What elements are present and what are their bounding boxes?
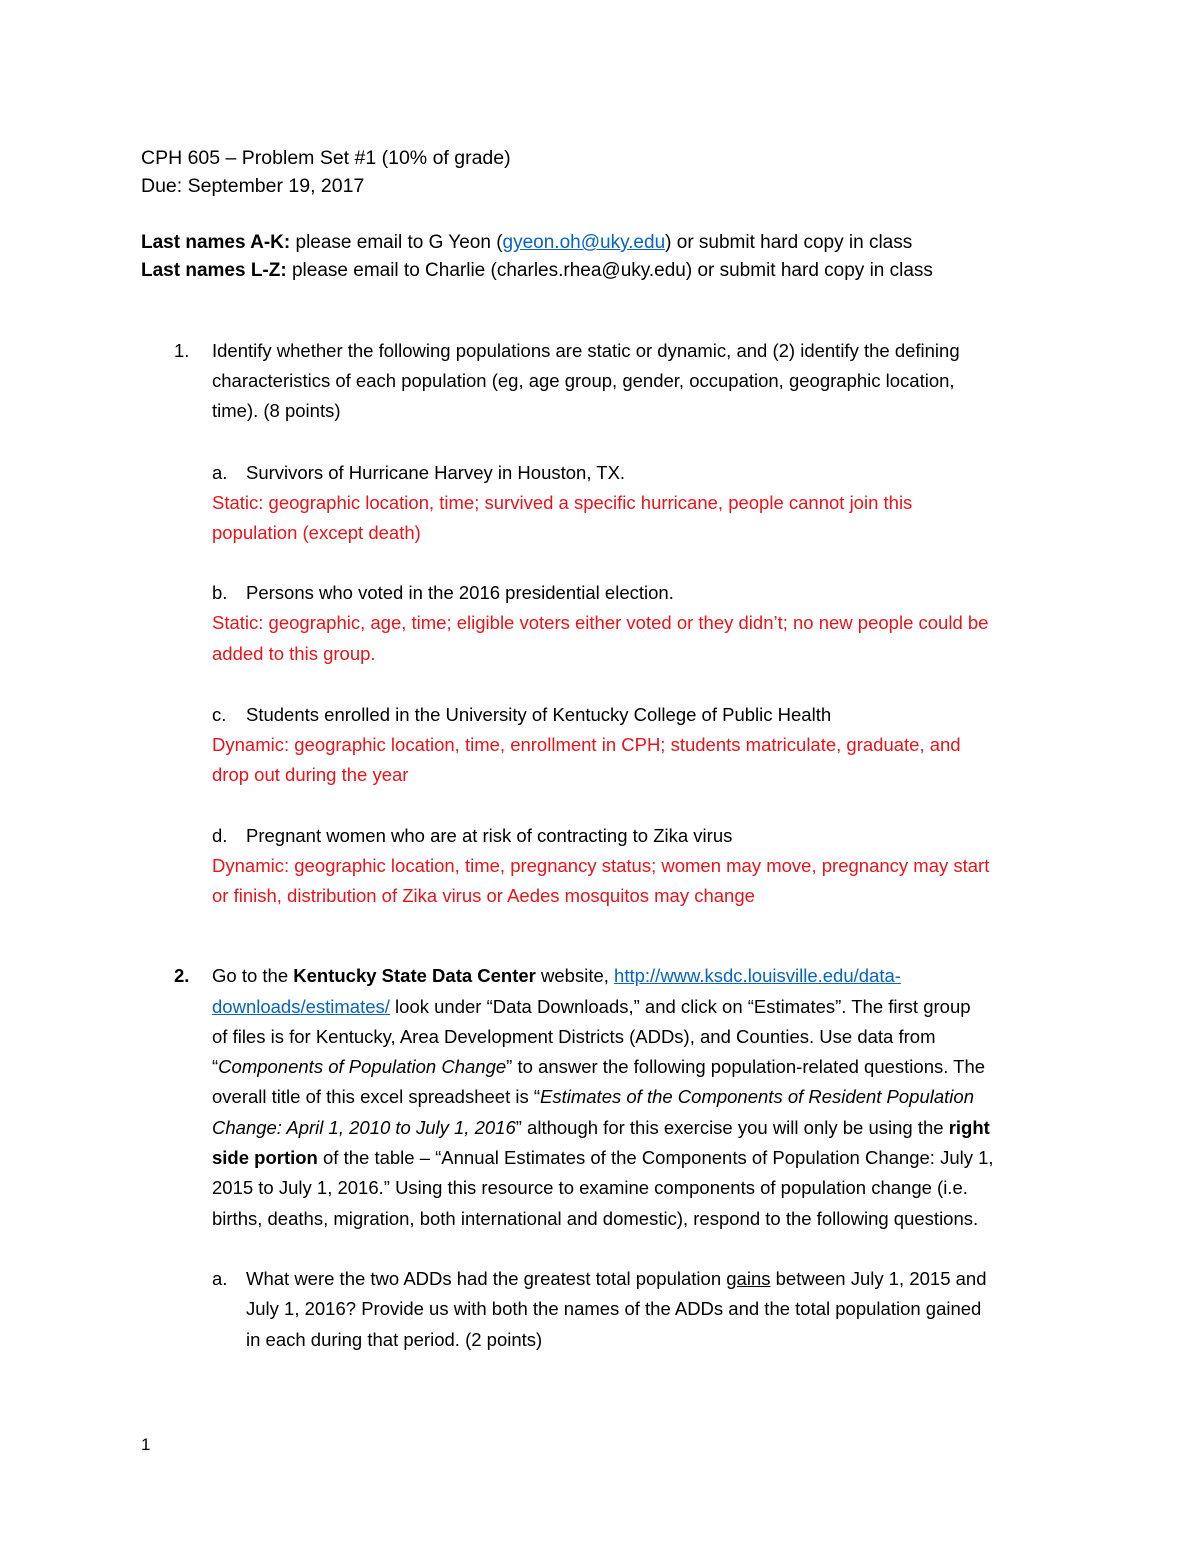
answer-line: or finish, distribution of Zika virus or Aedes mosquitos may change (212, 885, 755, 906)
question-2-line: births, deaths, migration, both international and domestic), respond to the following questions. (212, 1208, 979, 1229)
answer-line: Dynamic: geographic location, time, enrollment in CPH; students matriculate, graduate, and (212, 734, 961, 755)
email-link-gyeon[interactable]: gyeon.oh@uky.edu (502, 232, 666, 253)
submission-line-ak: Last names A-K: please email to G Yeon (gyeon.oh@uky.edu) or submit hard copy in class (141, 232, 913, 253)
item-letter: b. (212, 582, 228, 603)
question-2-line: “Components of Population Change” to answer the following population-related questions. The (212, 1056, 986, 1077)
answer-line: added to this group. (212, 643, 376, 664)
ksdc-name: Kentucky State Data Center (293, 965, 536, 986)
question-1-number: 1. (174, 340, 190, 361)
question-2-number: 2. (174, 965, 190, 986)
question-1-line: time). (8 points) (212, 400, 341, 421)
item-prompt: Students enrolled in the University of Kentucky College of Public Health (246, 704, 832, 725)
item-letter: a. (212, 462, 228, 483)
answer-line: Static: geographic location, time; survived a specific hurricane, people cannot join this (212, 492, 913, 513)
item-prompt: July 1, 2016? Provide us with both the names of the ADDs and the total population gained (246, 1298, 982, 1319)
question-2-line: overall title of this excel spreadsheet is “Estimates of the Components of Resident Population (212, 1086, 974, 1107)
question-1-line: Identify whether the following populations are static or dynamic, and (2) identify the defining (212, 340, 960, 361)
question-2-line: 2015 to July 1, 2016.” Using this resource to examine components of population change (i.e. (212, 1177, 968, 1198)
page-number: 1 (141, 1435, 151, 1454)
item-letter: a. (212, 1268, 228, 1289)
question-2-line: side portion of the table – “Annual Estimates of the Components of Population Change: July 1, (212, 1147, 994, 1168)
question-2-line: Change: April 1, 2010 to July 1, 2016” although for this exercise you will only be using the right (212, 1117, 990, 1138)
submission-label-ak: Last names A-K: (141, 232, 291, 253)
item-prompt: in each during that period. (2 points) (246, 1329, 543, 1350)
item-prompt: What were the two ADDs had the greatest total population gains between July 1, 2015 and (246, 1268, 987, 1289)
question-2-line: Go to the Kentucky State Data Center website, http://www.ksdc.louisville.edu/data- (212, 965, 901, 986)
item-prompt: Persons who voted in the 2016 presidential election. (246, 582, 674, 603)
question-2-line: downloads/estimates/ look under “Data Downloads,” and click on “Estimates”. The first group (212, 996, 971, 1017)
answer-line: Dynamic: geographic location, time, pregnancy status; women may move, pregnancy may start (212, 855, 990, 876)
item-prompt: Pregnant women who are at risk of contracting to Zika virus (246, 825, 733, 846)
question-2-line: of files is for Kentucky, Area Development Districts (ADDs), and Counties. Use data from (212, 1026, 936, 1047)
document-title: CPH 605 – Problem Set #1 (10% of grade) (141, 147, 511, 169)
question-1-line: characteristics of each population (eg, age group, gender, occupation, geographic location, (212, 370, 955, 391)
submission-line-lz: Last names L-Z: please email to Charlie (charles.rhea@uky.edu) or submit hard copy in class (141, 260, 933, 281)
answer-line: population (except death) (212, 522, 421, 543)
due-date: Due: September 19, 2017 (141, 175, 365, 197)
submission-label-lz: Last names L-Z: (141, 260, 287, 281)
item-prompt: Survivors of Hurricane Harvey in Houston, TX. (246, 462, 626, 483)
ksdc-url-link-continued[interactable]: downloads/estimates/ (212, 996, 390, 1017)
ksdc-url-link[interactable]: http://www.ksdc.louisville.edu/data- (614, 965, 901, 986)
answer-line: drop out during the year (212, 764, 409, 785)
item-letter: c. (212, 704, 227, 725)
item-letter: d. (212, 825, 228, 846)
answer-line: Static: geographic, age, time; eligible voters either voted or they didn’t; no new people could be (212, 612, 989, 633)
